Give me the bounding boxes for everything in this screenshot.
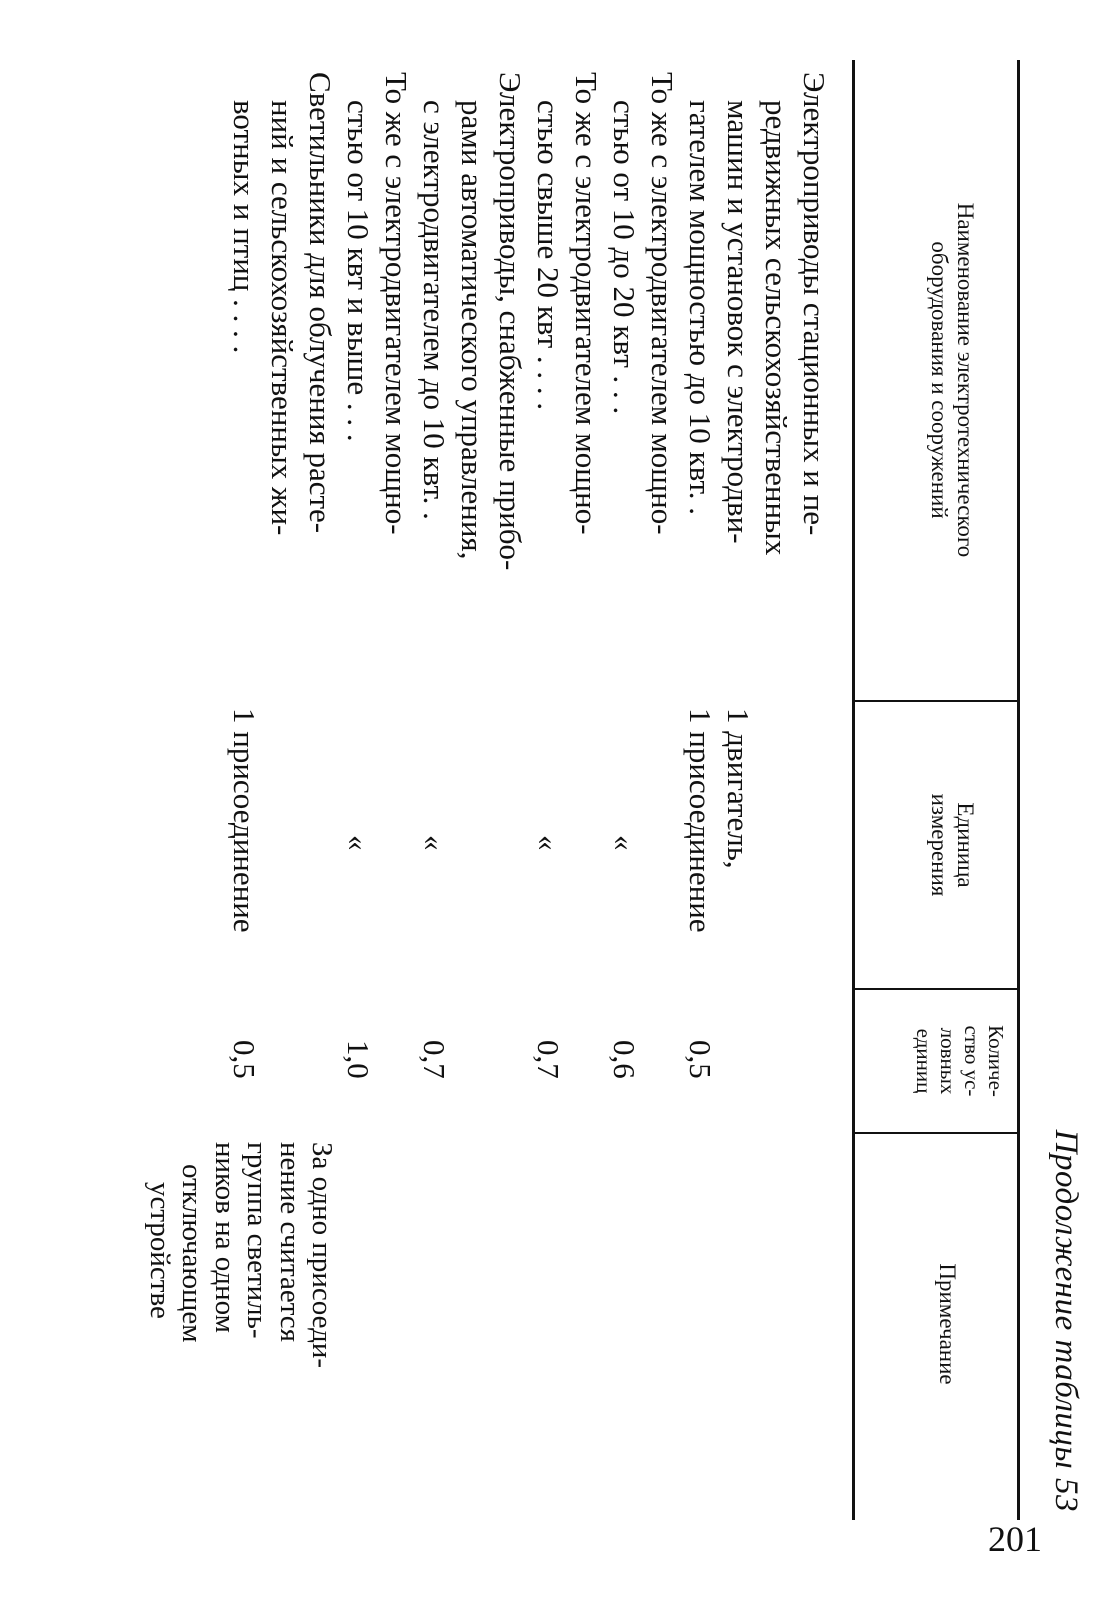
row-2-name-line-1: То же с электродвигателем мощно- — [645, 72, 680, 535]
row-2-unit: « — [607, 835, 642, 851]
row-5-name-line-1: То же с электродвигателем мощно- — [379, 72, 414, 535]
row-4-unit: « — [417, 835, 452, 851]
row-3-name-line-2: стью свыше 20 квт . . . . — [531, 100, 566, 411]
header-name-line-1: Наименование электротехнического — [953, 202, 978, 558]
header-note — [934, 1134, 960, 1514]
row-6-note-line-3: группа светиль- — [241, 1142, 274, 1339]
row-6-name-line-1: Светильники для облучения расте- — [303, 72, 338, 534]
row-2-name-line-2: стью от 10 до 20 квт . . . — [607, 100, 642, 415]
row-4-name-line-1: Электроприводы, снабженные прибо- — [493, 72, 528, 571]
row-3-name-line-1: То же с электродвигателем мощно- — [569, 72, 604, 535]
row-6-unit: 1 присоединение — [227, 708, 262, 933]
row-4-name-line-2: рами автоматического управления, — [455, 100, 490, 560]
row-3-unit: « — [531, 835, 566, 851]
header-qty-line-4: единиц — [911, 1028, 936, 1094]
row-1-name-line-4: гателем мощностью до 10 квт. . — [683, 100, 718, 515]
row-6-note-line-5: отключающем — [176, 1164, 209, 1343]
header-qty-line-1: Количе- — [984, 1025, 1008, 1097]
row-6-note-line-4: ников на одном — [208, 1142, 241, 1333]
row-6-qty: 0,5 — [227, 1040, 262, 1079]
row-5-unit: « — [341, 835, 376, 851]
row-1-unit-line-1: 1 двигатель, — [721, 708, 756, 869]
row-1-qty: 0,5 — [683, 1040, 718, 1079]
table-top-rule — [1017, 60, 1020, 1520]
row-1-name-line-2: редвижных сельскохозяйственных — [759, 100, 794, 556]
header-note-line-1: Примечание — [935, 1263, 960, 1385]
row-1-name-line-1: Электроприводы стационных и пе- — [797, 72, 832, 536]
row-4-name-line-3: с электродвигателем до 10 квт. . — [417, 100, 452, 520]
row-6-name-line-2: ний и сельскохозяйственных жи- — [265, 100, 300, 536]
row-5-name-line-2: стью от 10 квт и выше . . . — [341, 100, 376, 442]
rotated-table-frame — [90, 50, 1090, 1520]
row-2-qty: 0,6 — [607, 1040, 642, 1079]
row-6-note-line-6: устройстве — [143, 1182, 176, 1319]
page-number: 201 — [988, 1519, 1042, 1559]
row-6-note — [143, 1142, 338, 1368]
header-qty-line-3: ловных — [935, 1027, 960, 1095]
header-unit-line-1: Единица — [953, 802, 978, 888]
header-qty-line-2: ство ус- — [959, 1025, 984, 1097]
header-unit — [925, 702, 978, 988]
row-5-qty: 1,0 — [341, 1040, 376, 1079]
header-name — [925, 60, 978, 700]
header-bottom-rule — [852, 60, 855, 1520]
row-6-note-line-1: За одно присоеди- — [306, 1142, 338, 1369]
header-unit-line-2: измерения — [926, 793, 952, 897]
row-6-name-line-3: вотных и птиц . . . . — [227, 100, 262, 354]
header-qty — [911, 990, 1008, 1132]
row-4-qty: 0,7 — [417, 1040, 452, 1079]
header-name-line-2: оборудования и сооружений — [926, 241, 952, 519]
row-1-unit-line-2: 1 присоединение — [683, 708, 718, 933]
row-3-qty: 0,7 — [531, 1040, 566, 1079]
row-1-name-line-3: машин и установок с электродви- — [721, 100, 756, 544]
row-6-note-line-2: нение считается — [273, 1142, 306, 1342]
table-caption: Продолжение таблицы 53 — [1048, 1129, 1084, 1512]
